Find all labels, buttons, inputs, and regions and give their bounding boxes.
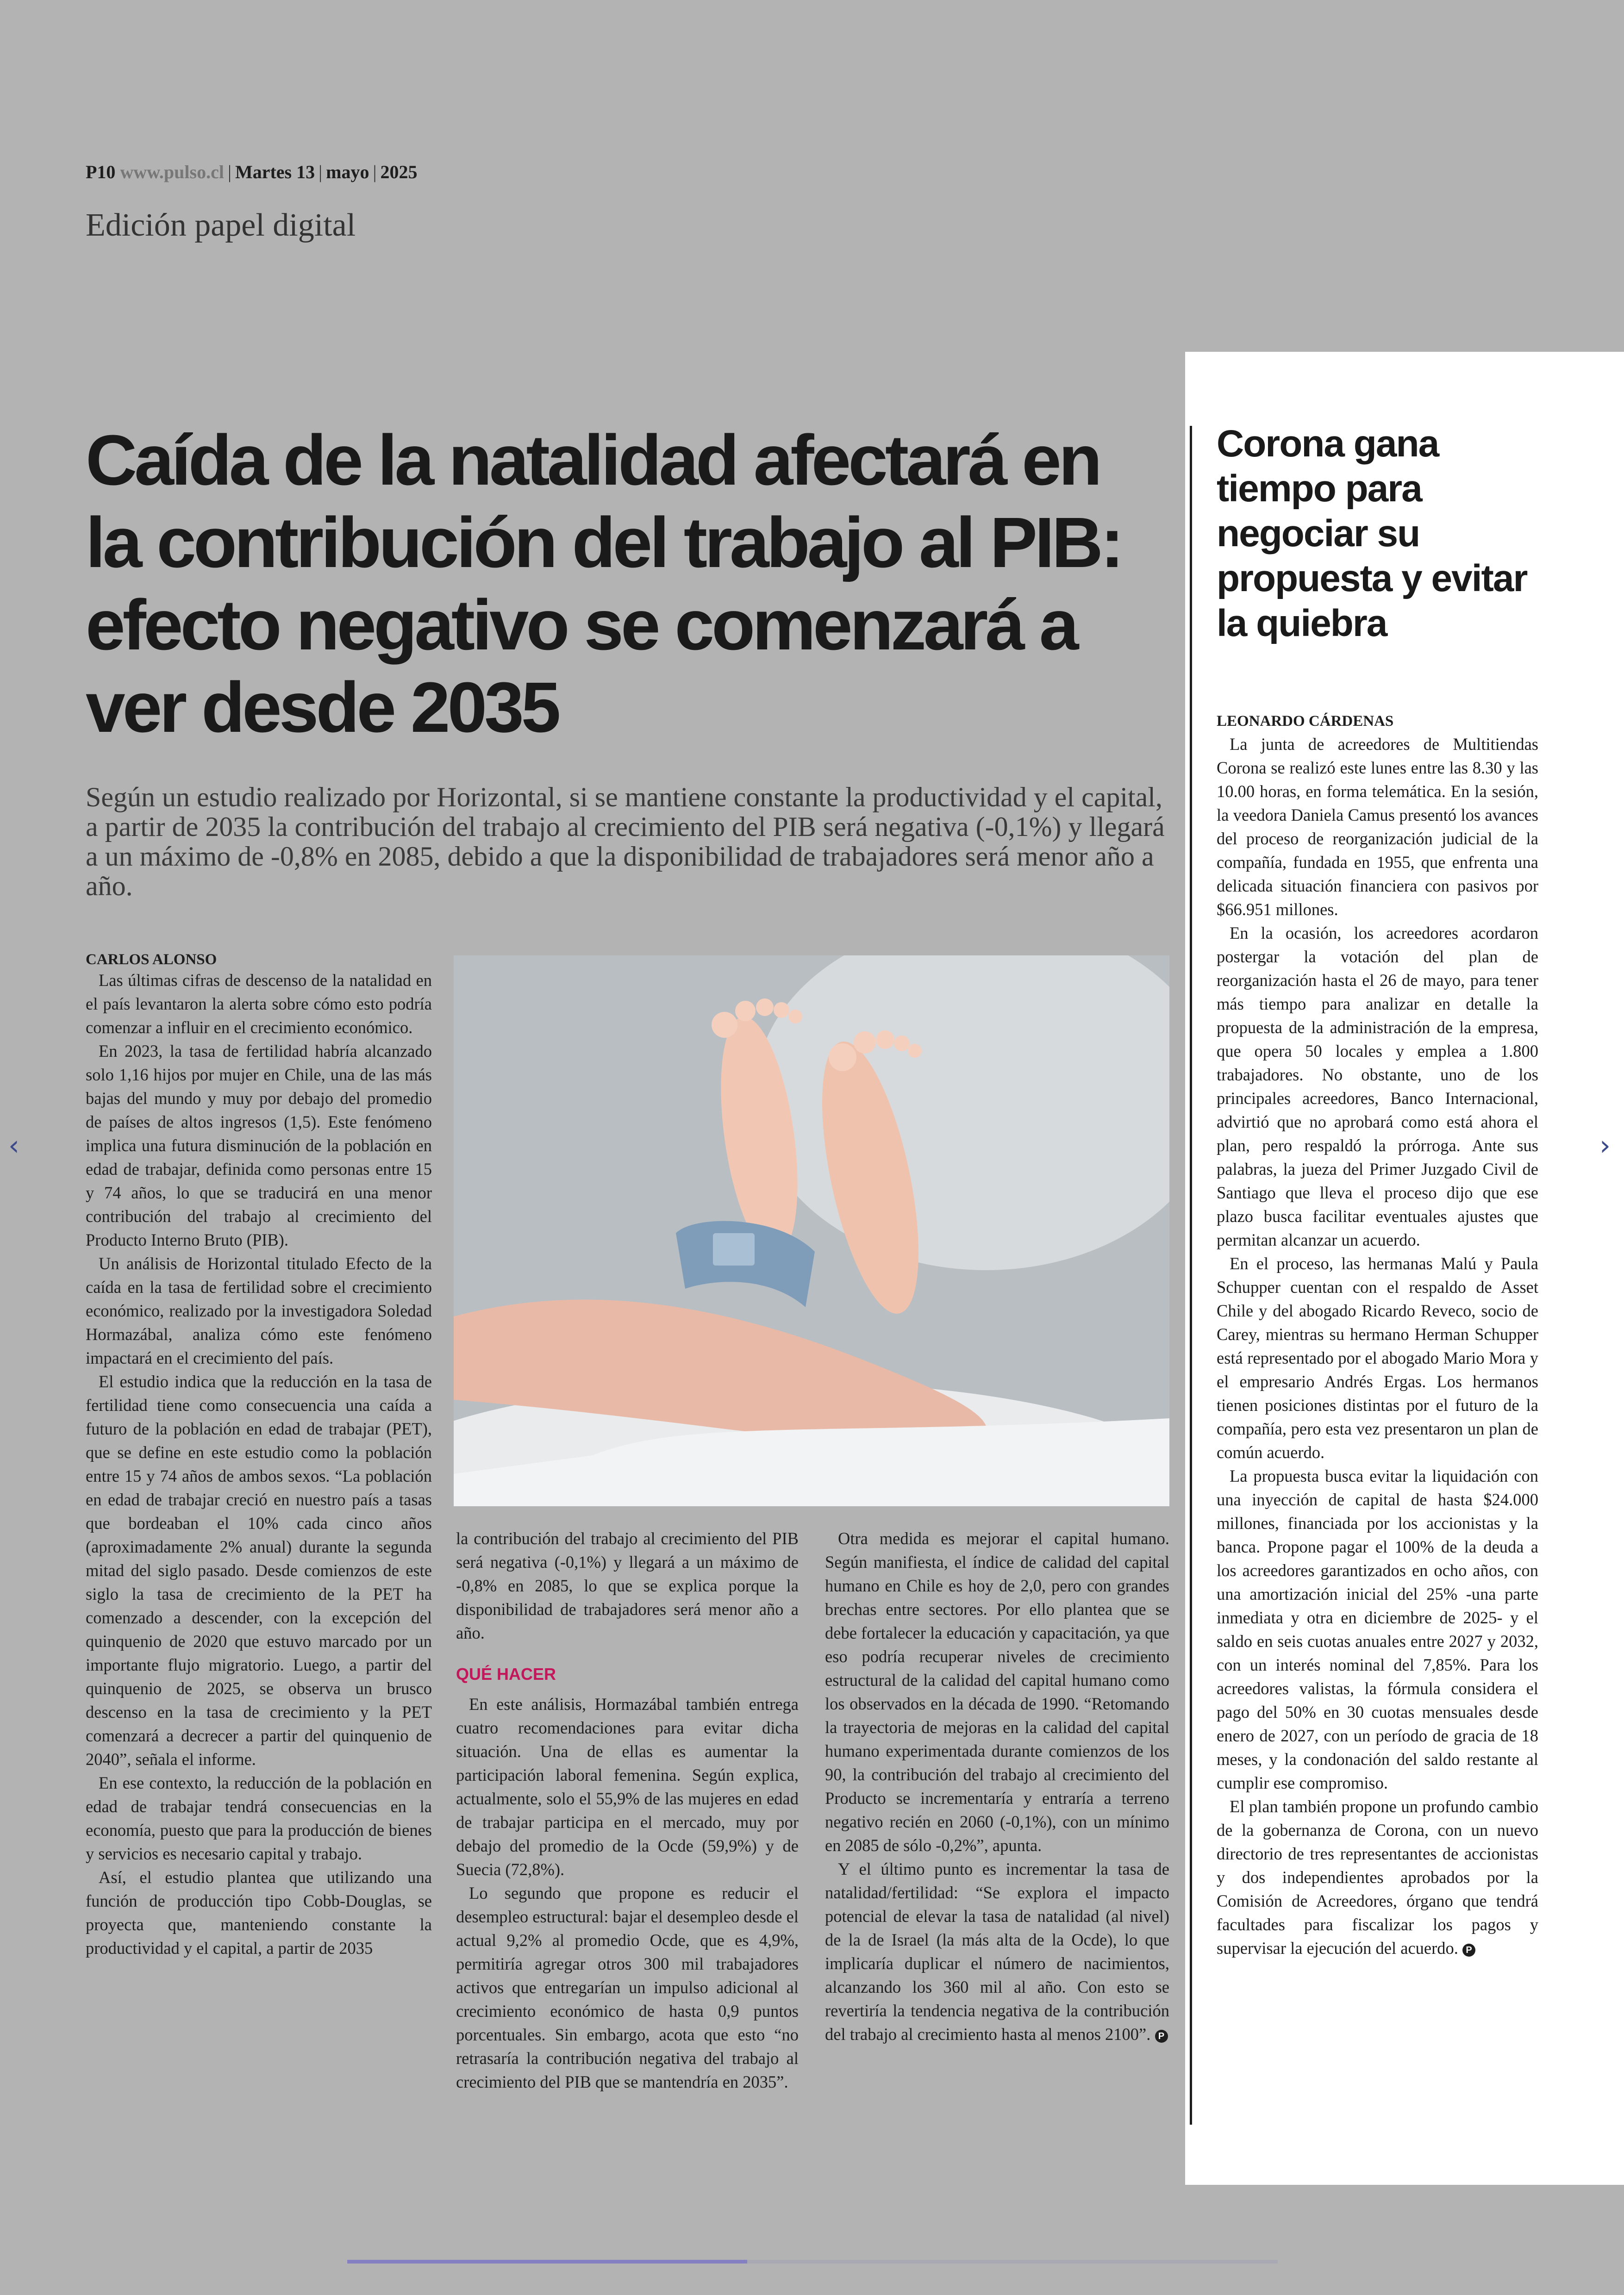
paragraph: El estudio indica que la reducción en la tasa de fertilidad tiene como consecuencia una caída a futuro de la población en edad de trabajar (PET), que se define en este estudio como la población entre 15 y 74 años de ambos sexos. “La población en edad de trabajar creció en nuestro país a tasas que bordeaban el 10% cada cinco años (aproximadamente 2% anual) durante la segunda mitad del siglo pasado. Desde comienzos de este siglo la tasa de crecimiento de la PET ha comenzado a descender, con la excepción del quinquenio de 2020 que estuvo marcado por un importante flujo migratorio. Luego, a partir del quinquenio de 2025, se observa un brusco descenso en la tasa de crecimiento y la PET comenzará a decrecer a partir del quinquenio de 2040”, señala el informe. bbox=[86, 1372, 432, 1769]
article-column-2 bbox=[456, 1527, 799, 2094]
baby-feet-photo bbox=[454, 955, 1169, 1506]
paragraph: En este análisis, Hormazábal también entrega cuatro recomendaciones para evitar dicha situación. Una de ellas es aumentar la participación laboral femenina. Según explica, actualmente, solo el 55,9% de las mujeres en edad de trabajar participa en el mercado, muy por debajo del promedio de la Ocde (59,9%) y de Suecia (72,8%). bbox=[456, 1695, 799, 1879]
page-header: P10 www.pulso.cl | Martes 13 | mayo | 2025 bbox=[86, 162, 418, 182]
paragraph: Y el último punto es incrementar la tasa de natalidad/fertilidad: “Se explora el impacto potencial de elevar la tasa de natalidad (al nivel) de la de Israel (la más alta de la Ocde), lo que implicaría duplicar el número de nacimientos, alcanzando los 360 mil al año. Con esto se revertiría la tendencia negativa de la contribución del trabajo al crecimiento hasta al menos 2100”. P bbox=[825, 1859, 1169, 2044]
paragraph: Lo segundo que propone es reducir el desempleo estructural: bajar el desempleo desde el actual 9,2% al promedio Ocde, que es 4,9%, permitiría agregar otros 300 mil trabajadores activos que entregarían un impulso adicional al crecimiento económico de hasta 0,9 puntos porcentuales. Sin embargo, acota que esto “no retrasaría la contribución negativa del trabajo al crecimiento del PIB que se mantendría en 2035”. bbox=[456, 1883, 799, 2091]
sidebar-byline: LEONARDO CÁRDENAS bbox=[1217, 713, 1394, 730]
paragraph: Un análisis de Horizontal titulado Efecto de la caída en la tasa de fertilidad sobre el crecimiento económico, realizado por la investigadora Soledad Hormazábal, analiza cómo este fenómeno impactará en el crecimiento del país. bbox=[86, 1254, 432, 1367]
paragraph: En la ocasión, los acreedores acordaron postergar la votación del plan de reorganización hasta el 26 de mayo, para tener más tiempo para analizar en detalle la propuesta de la administración de la empresa, que opera 50 locales y emplea a 1.800 trabajadores. No obstante, uno de los principales acreedores, Banco Internacional, advirtió que no aprobará como está ahora el plan, pero respaldó la prórroga. Ante sus palabras, la jueza del Primer Juzgado Civil de Santiago que lleva el proceso dijo que ese plazo busca facilitar eventuales ajustes que permitan alcanzar un acuerdo. bbox=[1217, 923, 1538, 1249]
paragraph: En ese contexto, la reducción de la población en edad de trabajar tendrá consecuencias en la economía, puesto que para la producción de bienes y servicios es necesario capital y trabajo. bbox=[86, 1773, 432, 1863]
paragraph: Así, el estudio plantea que utilizando una función de producción tipo Cobb-Douglas, se proyecta que, manteniendo constante la productividad y el capital, a partir de 2035 bbox=[86, 1868, 432, 1958]
site-url[interactable]: www.pulso.cl bbox=[120, 162, 224, 182]
end-mark-icon: P bbox=[1462, 1944, 1475, 1957]
photo-illustration bbox=[454, 955, 1169, 1506]
paragraph: La propuesta busca evitar la liquidación con una inyección de capital de hasta $24.000 millones, financiada por los accionistas y la banca. Propone pagar el 100% de la deuda a los acreedores garantizados en ocho años, con una amortización inicial del 25% -una parte inmediata y otra en diciembre de 2025- y el saldo en seis cuotas anuales entre 2027 y 2032, con un interés nominal del 7,85%. Para los acreedores valistas, la fórmula considera el pago del 50% en 30 cuotas mensuales desde enero de 2027, con un período de gracia de 18 meses, y la condonación del saldo restante al cumplir ese compromiso. bbox=[1217, 1466, 1538, 1792]
chevron-left-icon[interactable]: ‹ bbox=[8, 1129, 19, 1162]
article-headline: Caída de la natalidad afectará en la contribución del trabajo al PIB: efecto negativo se comenzará a ver desde 2035 bbox=[86, 420, 1122, 747]
section-subhead: QUÉ HACER bbox=[456, 1665, 556, 1684]
header-day: Martes 13 bbox=[235, 162, 315, 182]
paragraph: En el proceso, las hermanas Malú y Paula Schupper cuentan con el respaldo de Asset Chile y del abogado Ricardo Reveco, socio de Carey, mientras su hermano Herman Schupper está representado por el abogado Mario Mora y el empresario Andrés Ergas. Los hermanos tienen posiciones distintas por el futuro de la compañía, pero esta vez presentaron un plan de común acuerdo. bbox=[1217, 1254, 1538, 1462]
sidebar-body bbox=[1217, 732, 1538, 1960]
sidebar-headline: Corona gana tiempo para negociar su propuesta y evitar la quiebra bbox=[1217, 423, 1527, 644]
article-column-3 bbox=[825, 1527, 1169, 2046]
paragraph: Las últimas cifras de descenso de la natalidad en el país levantaron la alerta sobre cómo esto podría comenzar a influir en el crecimiento económico. bbox=[86, 971, 432, 1037]
sidebar-rule bbox=[1190, 426, 1192, 2125]
edition-label: Edición papel digital bbox=[86, 207, 356, 243]
article-deck: Según un estudio realizado por Horizontal, si se mantiene constante la productividad y el capital, a partir de 2035 la contribución del trabajo al crecimiento del PIB será negativa (-0,1%) y llegará a un máximo de -0,8% en 2085, debido a que la disponibilidad de trabajadores será menor año a año. bbox=[86, 782, 1165, 901]
paragraph: La junta de acreedores de Multitiendas Corona se realizó este lunes entre las 8.30 y las 10.00 horas, en forma telemática. En la sesión, la veedora Daniela Camus presentó los avances del proceso de reorganización judicial de la compañía, fundada en 1955, que enfrenta una delicada situación financiera con pasivos por $66.951 millones. bbox=[1217, 735, 1538, 919]
article-byline: CARLOS ALONSO bbox=[86, 951, 217, 968]
article-column-1 bbox=[86, 951, 432, 1960]
end-mark-icon: P bbox=[1155, 2030, 1168, 2043]
header-year: 2025 bbox=[380, 162, 418, 182]
paragraph: la contribución del trabajo al crecimiento del PIB será negativa (-0,1%) y llegará a un máximo de -0,8% en 2085, lo que se explica porque la disponibilidad de trabajadores será menor año a año. bbox=[456, 1529, 799, 1642]
paragraph: En 2023, la tasa de fertilidad habría alcanzado solo 1,16 hijos por mujer en Chile, una de las más bajas del mundo y muy por debajo del promedio de países de altos ingresos (1,5). Este fenómeno implica una futura disminución de la población en edad de trabajar, definida como personas entre 15 y 74 años, lo que se traducirá en una menor contribución del trabajo al crecimiento del Producto Interno Bruto (PIB). bbox=[86, 1041, 432, 1249]
chevron-right-icon[interactable]: › bbox=[1599, 1129, 1611, 1162]
page-number: P10 bbox=[86, 162, 116, 182]
paragraph: Otra medida es mejorar el capital humano. Según manifiesta, el índice de calidad del capital humano en Chile es hoy de 2,0, pero con grandes brechas entre sectores. Por ello plantea que se debe fortalecer la educación y capacitación, ya que eso podría recuperar niveles de crecimiento estructural de la calidad del capital humano como los observados en la década de 1990. “Retomando la trayectoria de mejoras en la calidad del capital humano experimentada durante comienzos de los 90, la contribución del trabajo al crecimiento del Producto se incrementaría y entraría a terreno negativo recién en 2060 (-0,1%), con un mínimo en 2085 de sólo -0,2%”, apunta. bbox=[825, 1529, 1169, 1855]
page-progress-fill bbox=[347, 2260, 747, 2264]
paragraph: El plan también propone un profundo cambio de la gobernanza de Corona, con un nuevo directorio de tres representantes de accionistas y dos independientes aprobados por la Comisión de Acreedores, órgano que tendrá facultades para fiscalizar los pagos y supervisar la ejecución del acuerdo. P bbox=[1217, 1797, 1538, 1958]
page-progress-bar[interactable] bbox=[347, 2260, 1278, 2264]
header-month: mayo bbox=[326, 162, 369, 182]
